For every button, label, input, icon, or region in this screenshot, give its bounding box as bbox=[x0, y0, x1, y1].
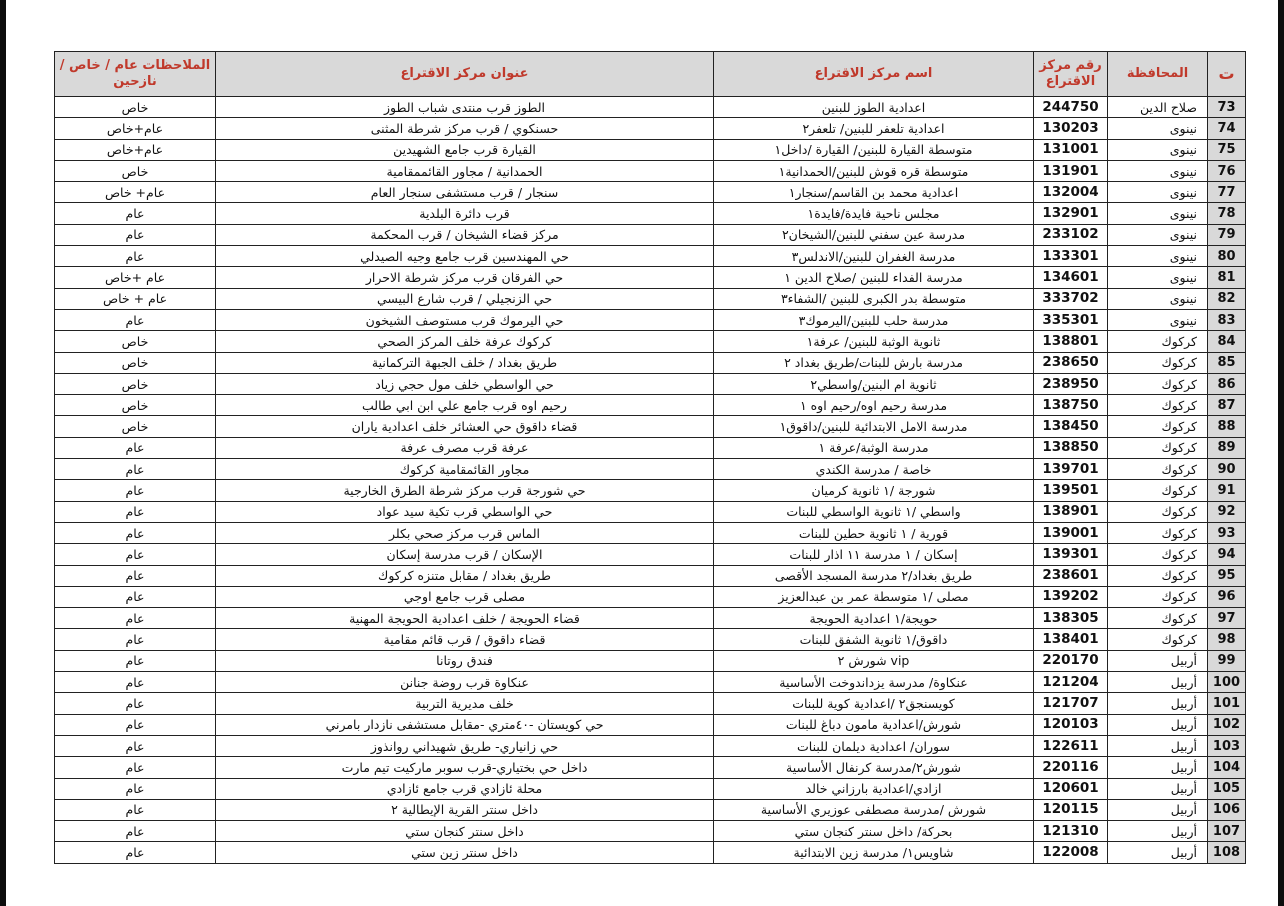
center-code-cell: 122611 bbox=[1034, 735, 1108, 756]
center-name-cell: عنكاوة/ مدرسة يزداندوخت الأساسية bbox=[714, 672, 1034, 693]
governorate-cell: كركوك bbox=[1108, 352, 1208, 373]
center-name-cell: مدرسة الفداء للبنين /صلاح الدين ١ bbox=[714, 267, 1034, 288]
center-address-cell: الإسكان / قرب مدرسة إسكان bbox=[216, 544, 714, 565]
row-number: 104 bbox=[1208, 757, 1246, 778]
notes-cell: عام bbox=[55, 544, 216, 565]
row-number: 105 bbox=[1208, 778, 1246, 799]
center-address-cell: حي زانياري- طريق شهيداني روانذوز bbox=[216, 735, 714, 756]
left-frame-border bbox=[0, 0, 6, 906]
row-number: 102 bbox=[1208, 714, 1246, 735]
center-name-cell: مدرسة الغفران للبنين/الاندلس٣ bbox=[714, 246, 1034, 267]
header-row bbox=[55, 52, 1246, 97]
row-number: 93 bbox=[1208, 522, 1246, 543]
notes-cell: عام bbox=[55, 246, 216, 267]
center-code-cell: 131001 bbox=[1034, 139, 1108, 160]
row-number: 107 bbox=[1208, 821, 1246, 842]
center-address-cell: عرفة قرب مصرف عرفة bbox=[216, 437, 714, 458]
row-number: 78 bbox=[1208, 203, 1246, 224]
center-address-cell: قضاء داقوق حي العشائر خلف اعدادية ياران bbox=[216, 416, 714, 437]
center-name-cell: داقوق/١ ثانوية الشفق للبنات bbox=[714, 629, 1034, 650]
center-code-cell: 121707 bbox=[1034, 693, 1108, 714]
center-code-cell: 238650 bbox=[1034, 352, 1108, 373]
table-row bbox=[55, 714, 1246, 735]
header-name: اسم مركز الاقتراع bbox=[714, 52, 1034, 97]
notes-cell: عام + خاص bbox=[55, 288, 216, 309]
center-address-cell: كركوك عرفة خلف المركز الصحي bbox=[216, 331, 714, 352]
center-address-cell: عنكاوة قرب روضة جنانن bbox=[216, 672, 714, 693]
table-row bbox=[55, 650, 1246, 671]
center-code-cell: 132004 bbox=[1034, 182, 1108, 203]
notes-cell: عام bbox=[55, 757, 216, 778]
center-address-cell: طريق بغداد / خلف الجبهة التركمانية bbox=[216, 352, 714, 373]
center-address-cell: مجاور القائمقامية كركوك bbox=[216, 459, 714, 480]
notes-cell: عام+خاص bbox=[55, 139, 216, 160]
governorate-cell: كركوك bbox=[1108, 373, 1208, 394]
notes-cell: عام bbox=[55, 821, 216, 842]
row-number: 106 bbox=[1208, 799, 1246, 820]
center-code-cell: 138901 bbox=[1034, 501, 1108, 522]
center-address-cell: الماس قرب مركز صحي بكلر bbox=[216, 522, 714, 543]
row-number: 85 bbox=[1208, 352, 1246, 373]
center-code-cell: 139001 bbox=[1034, 522, 1108, 543]
center-name-cell: مدرسة الامل الابتدائية للبنين/داقوق١ bbox=[714, 416, 1034, 437]
governorate-cell: كركوك bbox=[1108, 501, 1208, 522]
row-number: 96 bbox=[1208, 586, 1246, 607]
governorate-cell: نينوى bbox=[1108, 160, 1208, 181]
center-address-cell: طريق بغداد / مقابل متنزه كركوك bbox=[216, 565, 714, 586]
row-number: 103 bbox=[1208, 735, 1246, 756]
center-name-cell: ثانوية ام البنين/واسطي٢ bbox=[714, 373, 1034, 394]
governorate-cell: كركوك bbox=[1108, 608, 1208, 629]
row-number: 97 bbox=[1208, 608, 1246, 629]
governorate-cell: نينوى bbox=[1108, 309, 1208, 330]
center-address-cell: سنجار / قرب مستشفى سنجار العام bbox=[216, 182, 714, 203]
table-row bbox=[55, 182, 1246, 203]
row-number: 87 bbox=[1208, 395, 1246, 416]
center-address-cell: قضاء داقوق / قرب قائم مقامية bbox=[216, 629, 714, 650]
center-name-cell: خاصة / مدرسة الكندي bbox=[714, 459, 1034, 480]
table-row bbox=[55, 288, 1246, 309]
center-name-cell: حويجة/١ اعدادية الحويجة bbox=[714, 608, 1034, 629]
center-address-cell: قرب دائرة البلدية bbox=[216, 203, 714, 224]
center-name-cell: مدرسة بارش للبنات/طريق بغداد ٢ bbox=[714, 352, 1034, 373]
notes-cell: عام bbox=[55, 672, 216, 693]
center-address-cell: فندق روتانا bbox=[216, 650, 714, 671]
header-code: رقم مركز الاقتراع bbox=[1034, 52, 1108, 97]
center-name-cell: متوسطة قره قوش للبنين/الحمدانية١ bbox=[714, 160, 1034, 181]
center-name-cell: مجلس ناحية فايدة/فايدة١ bbox=[714, 203, 1034, 224]
notes-cell: عام bbox=[55, 437, 216, 458]
center-code-cell: 120103 bbox=[1034, 714, 1108, 735]
table-row bbox=[55, 331, 1246, 352]
row-number: 94 bbox=[1208, 544, 1246, 565]
center-name-cell: شورش /مدرسة مصطفى عوزيري الأساسية bbox=[714, 799, 1034, 820]
governorate-cell: كركوك bbox=[1108, 586, 1208, 607]
center-code-cell: 138750 bbox=[1034, 395, 1108, 416]
center-address-cell: داخل سنتر القرية الإيطالية ٢ bbox=[216, 799, 714, 820]
governorate-cell: كركوك bbox=[1108, 629, 1208, 650]
governorate-cell: كركوك bbox=[1108, 331, 1208, 352]
governorate-cell: أربيل bbox=[1108, 714, 1208, 735]
notes-cell: خاص bbox=[55, 160, 216, 181]
notes-cell: عام bbox=[55, 650, 216, 671]
center-code-cell: 238950 bbox=[1034, 373, 1108, 394]
center-name-cell: مدرسة رحيم اوه/رحيم اوه ١ bbox=[714, 395, 1034, 416]
notes-cell: عام bbox=[55, 480, 216, 501]
governorate-cell: أربيل bbox=[1108, 735, 1208, 756]
governorate-cell: نينوى bbox=[1108, 182, 1208, 203]
table-row bbox=[55, 352, 1246, 373]
governorate-cell: كركوك bbox=[1108, 416, 1208, 437]
governorate-cell: أربيل bbox=[1108, 799, 1208, 820]
row-number: 92 bbox=[1208, 501, 1246, 522]
center-code-cell: 220170 bbox=[1034, 650, 1108, 671]
center-name-cell: شاويس١/ مدرسة زين الابتدائية bbox=[714, 842, 1034, 863]
table-row bbox=[55, 757, 1246, 778]
governorate-cell: نينوى bbox=[1108, 246, 1208, 267]
center-name-cell: ازادي/اعدادية بارزاني خالد bbox=[714, 778, 1034, 799]
notes-cell: عام bbox=[55, 693, 216, 714]
notes-cell: عام+خاص bbox=[55, 118, 216, 139]
center-address-cell: خلف مديرية التربية bbox=[216, 693, 714, 714]
notes-cell: عام bbox=[55, 799, 216, 820]
center-name-cell: شورش/اعدادية مامون دباغ للبنات bbox=[714, 714, 1034, 735]
center-name-cell: طريق بغداد/٢ مدرسة المسجد الأقصى bbox=[714, 565, 1034, 586]
governorate-cell: أربيل bbox=[1108, 821, 1208, 842]
table-row bbox=[55, 267, 1246, 288]
center-address-cell: داخل سنتر كنجان ستي bbox=[216, 821, 714, 842]
center-address-cell: داخل سنتر زين ستي bbox=[216, 842, 714, 863]
table-row bbox=[55, 480, 1246, 501]
center-code-cell: 238601 bbox=[1034, 565, 1108, 586]
center-name-cell: شورجة /١ ثانوية كرميان bbox=[714, 480, 1034, 501]
center-name-cell: سوران/ اعدادية ديلمان للبنات bbox=[714, 735, 1034, 756]
table-row bbox=[55, 522, 1246, 543]
center-name-cell: مصلى /١ متوسطة عمر بن عبدالعزيز bbox=[714, 586, 1034, 607]
center-name-cell: اعدادية تلعفر للبنين/ تلعفر٢ bbox=[714, 118, 1034, 139]
center-code-cell: 138401 bbox=[1034, 629, 1108, 650]
row-number: 79 bbox=[1208, 224, 1246, 245]
row-number: 80 bbox=[1208, 246, 1246, 267]
center-code-cell: 132901 bbox=[1034, 203, 1108, 224]
table-row bbox=[55, 224, 1246, 245]
center-address-cell: حي الواسطي قرب تكية سيد عواد bbox=[216, 501, 714, 522]
notes-cell: خاص bbox=[55, 331, 216, 352]
table-row bbox=[55, 672, 1246, 693]
center-code-cell: 133301 bbox=[1034, 246, 1108, 267]
row-number: 100 bbox=[1208, 672, 1246, 693]
center-code-cell: 122008 bbox=[1034, 842, 1108, 863]
header-notes: الملاحظات عام / خاص / نازحين bbox=[55, 52, 216, 97]
table-row bbox=[55, 608, 1246, 629]
notes-cell: عام bbox=[55, 522, 216, 543]
table-row bbox=[55, 799, 1246, 820]
table-row bbox=[55, 693, 1246, 714]
row-number: 90 bbox=[1208, 459, 1246, 480]
notes-cell: خاص bbox=[55, 373, 216, 394]
center-code-cell: 233102 bbox=[1034, 224, 1108, 245]
center-code-cell: 139501 bbox=[1034, 480, 1108, 501]
notes-cell: عام+ خاص bbox=[55, 182, 216, 203]
row-number: 76 bbox=[1208, 160, 1246, 181]
center-address-cell: حي المهندسين قرب جامع وجيه الصيدلي bbox=[216, 246, 714, 267]
row-number: 99 bbox=[1208, 650, 1246, 671]
table-row bbox=[55, 437, 1246, 458]
table-row bbox=[55, 565, 1246, 586]
governorate-cell: نينوى bbox=[1108, 288, 1208, 309]
notes-cell: عام bbox=[55, 203, 216, 224]
center-code-cell: 131901 bbox=[1034, 160, 1108, 181]
center-address-cell: حسنكوي / قرب مركز شرطة المثنى bbox=[216, 118, 714, 139]
row-number: 74 bbox=[1208, 118, 1246, 139]
governorate-cell: كركوك bbox=[1108, 395, 1208, 416]
row-number: 91 bbox=[1208, 480, 1246, 501]
row-number: 81 bbox=[1208, 267, 1246, 288]
notes-cell: عام bbox=[55, 501, 216, 522]
center-name-cell: قورية / ١ ثانوية حطين للبنات bbox=[714, 522, 1034, 543]
center-address-cell: مركز قضاء الشيخان / قرب المحكمة bbox=[216, 224, 714, 245]
table-row bbox=[55, 735, 1246, 756]
notes-cell: خاص bbox=[55, 416, 216, 437]
notes-cell: عام bbox=[55, 459, 216, 480]
center-address-cell: حي اليرموك قرب مستوصف الشيخون bbox=[216, 309, 714, 330]
table-row bbox=[55, 139, 1246, 160]
center-name-cell: كويسنجق٢ /اعدادية كوية للبنات bbox=[714, 693, 1034, 714]
table-row bbox=[55, 373, 1246, 394]
center-name-cell: متوسطة بدر الكبرى للبنين /الشفاء٣ bbox=[714, 288, 1034, 309]
governorate-cell: صلاح الدين bbox=[1108, 97, 1208, 118]
center-code-cell: 335301 bbox=[1034, 309, 1108, 330]
governorate-cell: أربيل bbox=[1108, 672, 1208, 693]
notes-cell: عام bbox=[55, 842, 216, 863]
center-name-cell: مدرسة حلب للبنين/اليرموك٣ bbox=[714, 309, 1034, 330]
center-address-cell: حي شورجة قرب مركز شرطة الطرق الخارجية bbox=[216, 480, 714, 501]
center-code-cell: 121204 bbox=[1034, 672, 1108, 693]
table-row bbox=[55, 501, 1246, 522]
row-number: 73 bbox=[1208, 97, 1246, 118]
center-name-cell: مدرسة الوثبة/عرفة ١ bbox=[714, 437, 1034, 458]
notes-cell: عام bbox=[55, 629, 216, 650]
notes-cell: عام +خاص bbox=[55, 267, 216, 288]
notes-cell: خاص bbox=[55, 97, 216, 118]
center-name-cell: مدرسة عين سفني للبنين/الشيخان٢ bbox=[714, 224, 1034, 245]
center-address-cell: حي الفرقان قرب مركز شرطة الاحرار bbox=[216, 267, 714, 288]
row-number: 108 bbox=[1208, 842, 1246, 863]
notes-cell: عام bbox=[55, 309, 216, 330]
governorate-cell: أربيل bbox=[1108, 693, 1208, 714]
center-code-cell: 139701 bbox=[1034, 459, 1108, 480]
governorate-cell: أربيل bbox=[1108, 650, 1208, 671]
governorate-cell: كركوك bbox=[1108, 480, 1208, 501]
notes-cell: خاص bbox=[55, 395, 216, 416]
center-code-cell: 333702 bbox=[1034, 288, 1108, 309]
center-address-cell: القيارة قرب جامع الشهيدين bbox=[216, 139, 714, 160]
table-row bbox=[55, 97, 1246, 118]
row-number: 83 bbox=[1208, 309, 1246, 330]
header-address: عنوان مركز الاقتراع bbox=[216, 52, 714, 97]
table-row bbox=[55, 821, 1246, 842]
center-code-cell: 130203 bbox=[1034, 118, 1108, 139]
center-address-cell: رحيم اوه قرب جامع علي ابن ابي طالب bbox=[216, 395, 714, 416]
header-governorate: المحافظة bbox=[1108, 52, 1208, 97]
center-code-cell: 139301 bbox=[1034, 544, 1108, 565]
governorate-cell: كركوك bbox=[1108, 565, 1208, 586]
row-number: 95 bbox=[1208, 565, 1246, 586]
table-row bbox=[55, 203, 1246, 224]
table-row bbox=[55, 544, 1246, 565]
row-number: 82 bbox=[1208, 288, 1246, 309]
center-address-cell: حي الزنجيلي / قرب شارع البيسي bbox=[216, 288, 714, 309]
center-name-cell: واسطي /١ ثانوية الواسطي للبنات bbox=[714, 501, 1034, 522]
table-row bbox=[55, 778, 1246, 799]
center-name-cell: vip شورش ٢ bbox=[714, 650, 1034, 671]
right-frame-border bbox=[1278, 0, 1284, 906]
table-row bbox=[55, 309, 1246, 330]
row-number: 86 bbox=[1208, 373, 1246, 394]
row-number: 84 bbox=[1208, 331, 1246, 352]
center-address-cell: حي كويستان -٤٠متري -مقابل مستشفى نازدار بامرني bbox=[216, 714, 714, 735]
governorate-cell: نينوى bbox=[1108, 118, 1208, 139]
center-code-cell: 244750 bbox=[1034, 97, 1108, 118]
center-name-cell: شورش٢/مدرسة كرنفال الأساسية bbox=[714, 757, 1034, 778]
center-code-cell: 120601 bbox=[1034, 778, 1108, 799]
center-code-cell: 220116 bbox=[1034, 757, 1108, 778]
center-name-cell: إسكان / ١ مدرسة ١١ اذار للبنات bbox=[714, 544, 1034, 565]
center-name-cell: ثانوية الوثبة للبنين/ عرفة١ bbox=[714, 331, 1034, 352]
center-code-cell: 120115 bbox=[1034, 799, 1108, 820]
center-name-cell: متوسطة القيارة للبنين/ القيارة /داخل١ bbox=[714, 139, 1034, 160]
row-number: 77 bbox=[1208, 182, 1246, 203]
governorate-cell: نينوى bbox=[1108, 267, 1208, 288]
row-number: 89 bbox=[1208, 437, 1246, 458]
governorate-cell: نينوى bbox=[1108, 139, 1208, 160]
notes-cell: عام bbox=[55, 608, 216, 629]
table-row bbox=[55, 629, 1246, 650]
center-address-cell: محلة ئازادي قرب جامع ئازادي bbox=[216, 778, 714, 799]
governorate-cell: كركوك bbox=[1108, 437, 1208, 458]
header-num: ت bbox=[1208, 52, 1246, 97]
center-name-cell: اعدادية محمد بن القاسم/سنجار١ bbox=[714, 182, 1034, 203]
governorate-cell: كركوك bbox=[1108, 544, 1208, 565]
center-code-cell: 139202 bbox=[1034, 586, 1108, 607]
center-code-cell: 121310 bbox=[1034, 821, 1108, 842]
table-row bbox=[55, 160, 1246, 181]
table-row bbox=[55, 586, 1246, 607]
center-address-cell: قضاء الحويجة / خلف اعدادية الحويجة المهنية bbox=[216, 608, 714, 629]
governorate-cell: كركوك bbox=[1108, 459, 1208, 480]
notes-cell: عام bbox=[55, 224, 216, 245]
table-row bbox=[55, 118, 1246, 139]
notes-cell: خاص bbox=[55, 352, 216, 373]
row-number: 88 bbox=[1208, 416, 1246, 437]
center-address-cell: مصلى قرب جامع اوجي bbox=[216, 586, 714, 607]
center-code-cell: 138850 bbox=[1034, 437, 1108, 458]
table-row bbox=[55, 246, 1246, 267]
governorate-cell: نينوى bbox=[1108, 203, 1208, 224]
row-number: 75 bbox=[1208, 139, 1246, 160]
center-code-cell: 138801 bbox=[1034, 331, 1108, 352]
table-row bbox=[55, 416, 1246, 437]
notes-cell: عام bbox=[55, 565, 216, 586]
table-row bbox=[55, 842, 1246, 863]
governorate-cell: نينوى bbox=[1108, 224, 1208, 245]
center-address-cell: داخل حي بختياري-قرب سوبر ماركيت تيم مارت bbox=[216, 757, 714, 778]
center-code-cell: 134601 bbox=[1034, 267, 1108, 288]
governorate-cell: أربيل bbox=[1108, 842, 1208, 863]
row-number: 98 bbox=[1208, 629, 1246, 650]
row-number: 101 bbox=[1208, 693, 1246, 714]
center-code-cell: 138450 bbox=[1034, 416, 1108, 437]
governorate-cell: أربيل bbox=[1108, 757, 1208, 778]
center-name-cell: اعدادية الطوز للبنين bbox=[714, 97, 1034, 118]
polling-centers-table bbox=[54, 51, 1246, 864]
notes-cell: عام bbox=[55, 735, 216, 756]
notes-cell: عام bbox=[55, 586, 216, 607]
notes-cell: عام bbox=[55, 778, 216, 799]
center-address-cell: الحمدانية / مجاور القائممقامية bbox=[216, 160, 714, 181]
governorate-cell: أربيل bbox=[1108, 778, 1208, 799]
center-code-cell: 138305 bbox=[1034, 608, 1108, 629]
table-row bbox=[55, 395, 1246, 416]
governorate-cell: كركوك bbox=[1108, 522, 1208, 543]
center-name-cell: بحركة/ داخل سنتر كنجان ستي bbox=[714, 821, 1034, 842]
notes-cell: عام bbox=[55, 714, 216, 735]
center-address-cell: حي الواسطي خلف مول حجي زياد bbox=[216, 373, 714, 394]
center-address-cell: الطوز قرب منتدى شباب الطوز bbox=[216, 97, 714, 118]
table-row bbox=[55, 459, 1246, 480]
